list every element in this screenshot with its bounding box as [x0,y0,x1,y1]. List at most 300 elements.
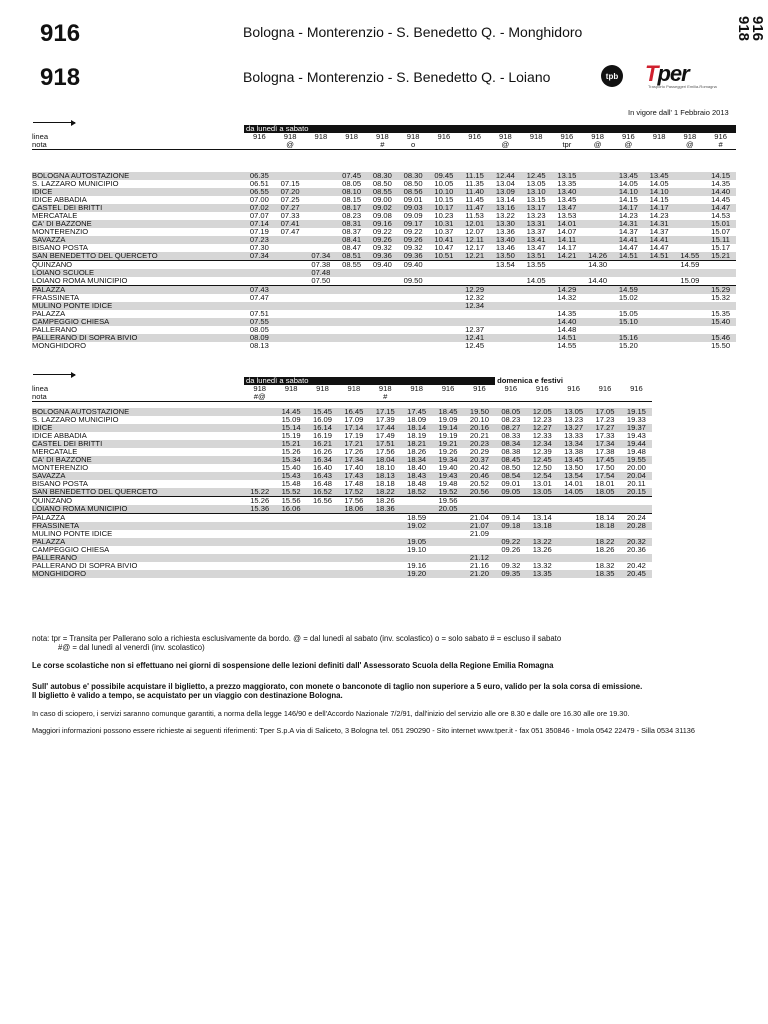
departure-time: 08.13 [249,342,269,350]
departure-time: 12.45 [521,172,552,180]
departure-time [370,538,401,546]
note-symbol: @ [275,141,306,150]
departure-time: 08.50 [372,180,392,188]
departure-time: 09.26 [367,236,398,244]
departure-time [338,546,369,554]
note-symbol: @ [613,141,644,150]
legend-line-2: #@ = dal lunedì al venerdì (inv. scolastico) [58,643,205,652]
stop-name: BOLOGNA AUTOSTAZIONE [32,172,244,180]
departure-time [367,277,398,286]
stop-name: SAN BENEDETTO DEL QUERCETO [32,488,244,497]
departure-time [244,562,275,570]
note-row [32,141,736,150]
note-symbol: # [370,393,401,402]
departure-time: 20.16 [464,424,495,432]
departure-time [275,261,306,270]
departure-time [275,310,306,318]
table-row [32,522,652,530]
departure-time [675,294,706,302]
departure-time: 07.23 [244,236,275,244]
departure-time: 09.01 [403,196,423,204]
table-row [32,334,736,342]
departure-time [490,302,521,310]
stop-name: PALLERANO [32,326,78,334]
departure-time: 15.26 [244,497,275,506]
departure-time: 15.19 [281,432,301,440]
departure-time [495,554,526,562]
departure-time: 12.33 [532,432,552,440]
departure-time [589,505,620,514]
departure-time: 16.34 [307,456,338,464]
departure-time: 15.40 [281,464,301,472]
departure-time: 18.18 [375,480,395,488]
departure-time: 10.17 [429,204,460,212]
line-number: 916 [504,385,518,393]
departure-time: 19.20 [401,570,432,578]
departure-time: 14.05 [618,180,638,188]
departure-time: 10.41 [429,236,460,244]
departure-time [432,522,463,530]
departure-time [558,514,589,523]
departure-time [558,538,589,546]
departure-time [613,326,644,334]
legend-note [32,634,752,652]
departure-time [306,326,337,334]
departure-time: 09.32 [403,244,423,252]
departure-time [306,310,337,318]
stop-name: MERCATALE [32,212,78,220]
table-row [32,236,736,244]
departure-time [398,342,429,350]
departure-time [490,318,521,326]
departure-time [307,530,338,538]
stop-name: FRASSINETA [32,294,80,302]
departure-time: 12.11 [459,236,490,244]
table-row [32,408,652,416]
departure-time: 14.45 [711,196,731,204]
stop-name: PALLERANO DI SOPRA BIVIO [32,334,244,342]
departure-time: 07.47 [280,228,300,236]
departure-time: 14.32 [557,294,577,302]
departure-time [306,172,337,180]
departure-time [552,302,583,310]
departure-time [306,204,337,212]
departure-time: 12.34 [459,302,490,310]
departure-time [244,440,275,448]
departure-time: 17.56 [338,497,369,506]
departure-time: 14.40 [552,318,583,326]
line-number: 918 [253,385,267,393]
departure-time [675,228,706,236]
departure-time: 16.09 [312,416,332,424]
note-symbol [244,141,275,150]
departure-time [275,244,306,252]
contact-info: Maggiori informazioni possono essere richieste ai seguenti riferimenti: Tper S.p.A via di Saliceto, 3 Bologna tel. 051 290290 - Sito internet www.tper.it - fax 051 350846 - Imola 0542 22479 - Silla 0534 31136 [32,726,695,735]
departure-time [527,554,558,562]
departure-time [644,294,675,302]
departure-time [307,505,338,514]
departure-time: 12.07 [465,228,485,236]
table-row [32,440,652,448]
departure-time [558,562,589,570]
departure-time [306,302,337,310]
departure-time: 08.50 [501,464,521,472]
departure-time [275,252,306,261]
departure-time: 13.22 [527,538,558,546]
table-row [32,554,652,562]
departure-time: 13.46 [495,244,515,252]
departure-time [582,294,613,302]
departure-time: 20.37 [464,456,495,464]
departure-time [552,269,583,277]
departure-time [244,432,275,440]
departure-time: 13.30 [490,220,521,228]
departure-time: 09.02 [367,204,398,212]
departure-time: 09.32 [501,562,521,570]
departure-time: 06.55 [244,188,275,196]
departure-time [558,546,589,554]
line-number: 918 [410,385,423,393]
departure-time [429,310,460,318]
departure-time [582,326,613,334]
line-number: 918 [283,133,297,141]
departure-time: 21.20 [464,570,495,578]
departure-time: 15.52 [275,488,306,497]
table-row [32,310,736,318]
departure-time: 15.46 [705,334,736,342]
departure-time [490,334,521,342]
departure-time: 19.05 [401,538,432,546]
departure-time [582,188,613,196]
departure-time: 20.24 [621,514,652,523]
departure-time: 08.47 [342,244,362,252]
departure-time: 18.40 [407,464,427,472]
departure-time [675,180,706,188]
departure-time: 13.05 [527,488,558,497]
departure-time [275,286,306,295]
departure-time: 18.59 [401,514,432,523]
departure-time: 11.15 [459,172,490,180]
departure-time: 11.40 [459,188,490,196]
departure-time: 09.40 [398,261,429,270]
departure-time: 08.27 [495,424,526,432]
departure-time: 14.17 [644,204,675,212]
table-row [32,180,736,188]
departure-time: 14.40 [705,188,736,196]
departure-time [275,570,306,578]
departure-time [275,318,306,326]
departure-time: 17.23 [595,416,615,424]
departure-time: 07.43 [244,286,275,295]
stop-name: IDICE ABBADIA [32,196,87,204]
departure-time: 14.15 [705,172,736,180]
departure-time [495,530,526,538]
departure-time [338,514,369,523]
line-number: 918 [376,133,389,141]
departure-time: 18.19 [407,432,427,440]
departure-time [398,310,429,318]
table-row [32,505,652,514]
stop-name: PALAZZA [32,286,244,295]
departure-time: 07.51 [249,310,269,318]
table-row [32,464,652,472]
legend-line-1: nota: tpr = Transita per Pallerano solo a richiesta esclusivamente da bordo. @ = dal lunedì al sabato (inv. scolastico) o = solo sabato # = escluso il sabato [32,634,562,643]
departure-time [429,302,460,310]
table-row [32,220,736,228]
stop-name: SAN BENEDETTO DEL QUERCETO [32,252,244,261]
departure-time: 12.37 [465,326,485,334]
note-symbol: @ [490,141,521,150]
stop-name: LOIANO SCUOLE [32,269,244,277]
stop-name: MERCATALE [32,448,78,456]
table-row [32,342,736,350]
departure-time [644,334,675,342]
departure-time: 08.50 [403,180,423,188]
table-row [32,252,736,261]
departure-time: 08.55 [336,261,367,270]
departure-time: 20.10 [469,416,489,424]
note-symbol [306,141,337,150]
departure-time: 08.23 [342,212,362,220]
stop-name: IDICE ABBADIA [32,432,87,440]
departure-time: 13.23 [526,212,546,220]
note-symbol [432,393,463,402]
departure-time: 08.54 [495,472,526,480]
departure-time: 14.10 [613,188,644,196]
departure-time: 18.22 [370,488,401,497]
departure-time: 13.38 [564,448,584,456]
line-number: 916 [473,385,486,393]
stop-name: BISANO POSTA [32,480,88,488]
departure-time [367,286,398,295]
departure-time [336,286,367,295]
timetable-weekday-morning [32,125,736,350]
departure-time: 17.50 [595,464,615,472]
stop-name: PALAZZA [32,538,244,546]
table-row [32,172,736,180]
departure-time [558,505,589,514]
departure-time [490,277,521,286]
departure-time: 15.56 [275,497,306,506]
departure-time [521,342,552,350]
departure-time: 15.36 [244,505,275,514]
departure-time [338,538,369,546]
departure-time: 09.26 [501,546,521,554]
departure-time: 14.45 [275,408,306,416]
departure-time: 20.28 [621,522,652,530]
departure-time: 15.14 [275,424,306,432]
departure-time [244,269,275,277]
departure-time [244,416,275,424]
departure-time [521,310,552,318]
departure-time: 15.07 [711,228,731,236]
departure-time [459,310,490,318]
departure-time: 14.40 [588,277,608,285]
departure-time [275,236,306,244]
note-symbol [275,393,306,402]
departure-time [675,326,706,334]
departure-time: 09.50 [403,277,423,285]
departure-time [429,286,460,295]
departure-time: 09.26 [398,236,429,244]
stop-name: FRASSINETA [32,522,244,530]
departure-time: 13.35 [557,180,577,188]
departure-time: 18.10 [375,464,395,472]
table-row [32,416,652,424]
line-number: 918 [347,385,361,393]
departure-time [338,530,369,538]
direction-arrow [33,374,75,375]
table-row [32,514,652,523]
departure-time [336,294,367,302]
departure-time [521,294,552,302]
departure-time: 18.09 [407,416,427,424]
departure-time: 10.05 [434,180,454,188]
departure-time: 14.51 [552,334,583,342]
departure-time [306,334,337,342]
departure-time: 07.34 [244,252,275,261]
table-row [32,294,736,302]
departure-time [367,269,398,277]
departure-time [338,522,369,530]
departure-time [521,286,552,295]
departure-time [367,342,398,350]
departure-time [464,546,495,554]
departure-time: 19.15 [621,408,652,416]
departure-time: 10.10 [429,188,460,196]
departure-time: 13.47 [552,204,583,212]
departure-time: 12.45 [527,456,558,464]
departure-time [429,294,460,302]
note-symbol: # [367,141,398,150]
departure-time: 14.15 [649,196,669,204]
table-row [32,196,736,204]
departure-time [244,570,275,578]
stop-name: SAVAZZA [32,472,244,480]
departure-time: 09.36 [367,252,398,261]
departure-time: 19.40 [438,464,458,472]
departure-time [307,538,338,546]
period-row [32,125,736,133]
departure-time: 14.55 [675,252,706,261]
line-number: 916 [567,385,580,393]
line-row [32,385,652,393]
departure-time: 08.56 [398,188,429,196]
departure-time: 07.41 [275,220,306,228]
departure-time [429,326,460,334]
departure-time: 18.14 [401,424,432,432]
departure-time: 15.45 [307,408,338,416]
departure-time [398,294,429,302]
stop-name: CASTEL DEI BRITTI [32,440,244,448]
departure-time [367,326,398,334]
departure-time: 15.32 [711,294,731,302]
departure-time [306,196,337,204]
departure-time [275,514,306,523]
departure-time [367,310,398,318]
departure-time: 09.18 [495,522,526,530]
departure-time: 13.01 [532,480,552,488]
departure-time [490,294,521,302]
departure-time [644,302,675,310]
departure-time: 12.05 [527,408,558,416]
departure-time: 14.59 [613,286,644,295]
spacer-row [32,150,736,173]
departure-time: 19.26 [438,448,458,456]
departure-time [675,196,706,204]
departure-time: 14.59 [675,261,706,270]
departure-time [244,277,275,286]
departure-time [336,302,367,310]
note-symbol [527,393,558,402]
departure-time: 14.11 [552,236,583,244]
departure-time: 10.15 [434,196,454,204]
departure-time: 17.54 [589,472,620,480]
departure-time [464,497,495,506]
stop-name: CA' DI BAZZONE [32,220,244,228]
stop-name: MONTERENZIO [32,228,89,236]
departure-time [306,342,337,350]
departure-time [398,302,429,310]
departure-time: 09.16 [367,220,398,228]
departure-time [582,310,613,318]
departure-time: 12.34 [527,440,558,448]
departure-time: 18.26 [370,497,401,506]
departure-time [370,562,401,570]
departure-time: 09.09 [403,212,423,220]
departure-time: 13.15 [526,196,546,204]
departure-time: 10.47 [434,244,454,252]
departure-time [338,570,369,578]
departure-time [582,318,613,326]
departure-time [464,538,495,546]
departure-time [705,269,736,277]
departure-time: 13.04 [495,180,515,188]
departure-time: 19.19 [438,432,458,440]
departure-time: 18.14 [589,514,620,523]
period-row [32,377,652,385]
departure-time: 12.44 [490,172,521,180]
departure-time: 15.48 [281,480,301,488]
departure-time [675,204,706,212]
departure-time [644,286,675,295]
departure-time: 20.36 [626,546,646,554]
departure-time: 19.52 [432,488,463,497]
departure-time [429,334,460,342]
departure-time [367,318,398,326]
departure-time: 20.45 [621,570,652,578]
departure-time: 14.47 [649,244,669,252]
departure-time [367,302,398,310]
departure-time [429,277,460,286]
note-symbol: @ [675,141,706,150]
note-row [32,393,652,402]
departure-time: 15.05 [618,310,638,318]
departure-time [244,424,275,432]
stop-name: PALLERANO [32,554,244,562]
departure-time: 13.27 [558,424,589,432]
departure-time [675,286,706,295]
departure-time [275,546,306,554]
departure-time: 14.51 [613,252,644,261]
departure-time: 14.26 [582,252,613,261]
departure-time: 18.36 [370,505,401,514]
departure-time [306,188,337,196]
period-label: da lunedì a sabato [244,125,736,133]
departure-time: 09.03 [398,204,429,212]
departure-time: 20.32 [621,538,652,546]
departure-time [621,497,652,506]
